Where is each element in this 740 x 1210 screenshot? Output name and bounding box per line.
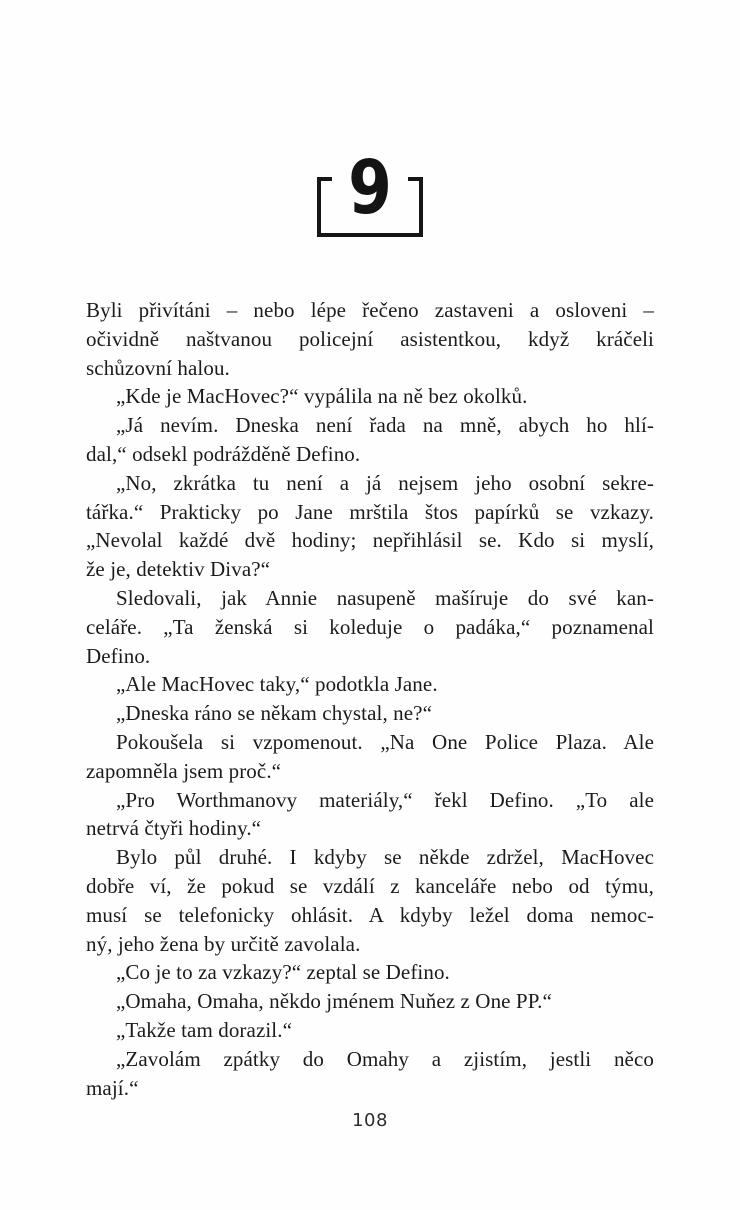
text-line: tářka.“ Prakticky po Jane mrštila štos papírků se vzkazy. [86, 499, 654, 524]
paragraph [86, 411, 654, 469]
paragraph [86, 469, 654, 584]
paragraph [86, 1016, 654, 1045]
text-line: „No, zkrátka tu není a já nejsem jeho osobní sekre- [116, 470, 654, 495]
text-line: „Nevolal každé dvě hodiny; nepřihlásil se. Kdo si myslí, [86, 528, 654, 553]
text-line: „Takže tam dorazil.“ [116, 1017, 293, 1042]
paragraph [86, 699, 654, 728]
paragraph [86, 584, 654, 670]
text-line: celáře. „Ta ženská si koleduje o padáka,“ poznamenal [86, 614, 654, 639]
text-line: Byli přivítáni – nebo lépe řečeno zastaveni a osloveni – [86, 298, 654, 322]
paragraph [86, 670, 654, 699]
text-line: „Já nevím. Dneska není řada na mně, abych ho hlí- [116, 413, 654, 438]
paragraph [86, 987, 654, 1016]
text-line: „Kde je MacHovec?“ vypálila na ně bez okolků. [116, 384, 528, 409]
text-line: „Co je to za vzkazy?“ zeptal se Defino. [116, 960, 450, 985]
text-line: dobře ví, že pokud se vzdálí z kanceláře nebo od týmu, [86, 873, 654, 898]
text-line: že je, detektiv Diva?“ [86, 557, 271, 582]
body-text-block [86, 296, 654, 1102]
text-line: mají.“ [86, 1075, 139, 1100]
text-line: Defino. [86, 643, 151, 668]
page-number: 108 [352, 1110, 388, 1131]
text-line: zapomněla jsem proč.“ [86, 758, 282, 783]
paragraph [86, 296, 654, 382]
text-line: ný, jeho žena by určitě zavolala. [86, 931, 361, 956]
text-line: netrvá čtyři hodiny.“ [86, 816, 262, 841]
text-line: Pokoušela si vzpomenout. „Na One Police Plaza. Ale [116, 729, 654, 754]
chapter-ornament [317, 145, 423, 237]
paragraph [86, 958, 654, 987]
text-line: „Dneska ráno se někam chystal, ne?“ [116, 701, 433, 726]
text-line: „Omaha, Omaha, někdo jménem Nuňez z One PP.“ [116, 989, 552, 1014]
text-line: „Pro Worthmanovy materiály,“ řekl Defino. „To ale [116, 787, 654, 812]
paragraph [86, 728, 654, 786]
text-line: Bylo půl druhé. I kdyby se někde zdržel, MacHovec [116, 845, 654, 870]
chapter-number: 9 [348, 145, 392, 231]
text-line: „Ale MacHovec taky,“ podotkla Jane. [116, 672, 438, 697]
text-line: očividně naštvanou policejní asistentkou, když kráčeli [86, 326, 654, 351]
text-line: schůzovní halou. [86, 355, 230, 380]
paragraph [86, 786, 654, 844]
text-line: musí se telefonicky ohlásit. A kdyby ležel doma nemoc- [86, 902, 654, 927]
paragraph [86, 1045, 654, 1103]
text-line: „Zavolám zpátky do Omahy a zjistím, jestli něco [116, 1046, 654, 1071]
text-line: dal,“ odsekl podrážděně Defino. [86, 441, 361, 466]
paragraph [86, 382, 654, 411]
text-line: Sledovali, jak Annie nasupeně mašíruje do své kan- [116, 585, 654, 610]
paragraph [86, 843, 654, 958]
